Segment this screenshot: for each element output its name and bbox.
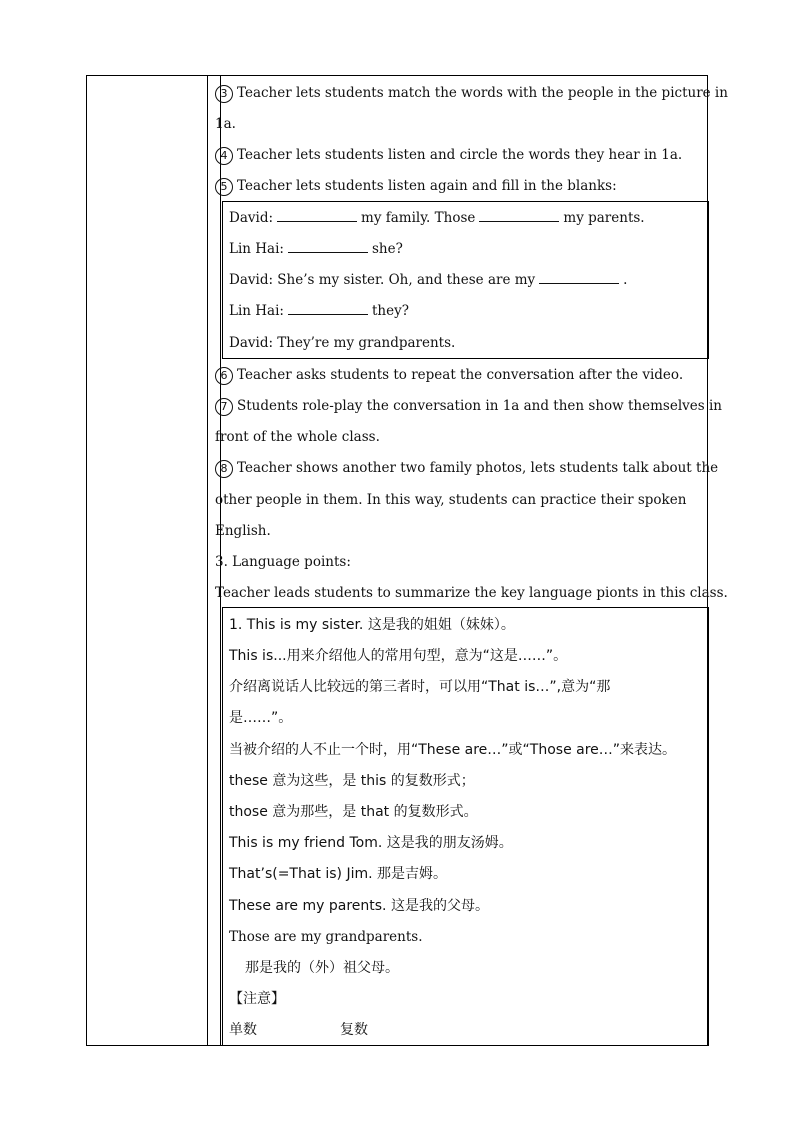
- plural-label: 复数: [340, 1022, 368, 1038]
- fill-blank: [277, 209, 357, 222]
- fill-blank: [288, 302, 368, 315]
- step-5: [215, 177, 617, 196]
- dialogue-line-3: [229, 271, 627, 289]
- example-line: These are my parents. 这是我的父母。: [229, 898, 489, 914]
- circled-number-3: 3: [215, 85, 233, 103]
- dialogue-text: they?: [371, 303, 409, 319]
- step-8-continued: other people in them. In this way, students can practice their spoken: [215, 492, 687, 508]
- example-line: Those are my grandparents.: [229, 929, 423, 945]
- note-line: 1. This is my sister. 这是我的姐姐（妹妹）。: [229, 617, 515, 633]
- step-3-text: Teacher lets students match the words with the people in the picture in: [237, 85, 728, 101]
- dialogue-line-5: David: They’re my grandparents.: [229, 335, 456, 351]
- step-8-text: Teacher shows another two family photos, lets students talk about the: [237, 460, 719, 476]
- step-3: [215, 84, 728, 103]
- example-line: This is my friend Tom. 这是我的朋友汤姆。: [229, 835, 513, 851]
- note-line: 介绍离说话人比较远的第三者时，可以用“That is…”,意为“那: [229, 679, 611, 695]
- dialogue-line-4: [229, 302, 409, 320]
- step-8-continued: English.: [215, 523, 271, 539]
- circled-number-4: 4: [215, 147, 233, 165]
- section-intro: Teacher leads students to summarize the key language pionts in this class.: [215, 585, 728, 601]
- fill-blank: [288, 240, 368, 253]
- attention-label: 【注意】: [229, 991, 285, 1007]
- speaker-label: Lin Hai:: [229, 303, 284, 319]
- step-4-text: Teacher lets students listen and circle the words they hear in 1a.: [237, 147, 683, 163]
- note-line: 是……”。: [229, 710, 293, 726]
- language-notes-box: [222, 607, 709, 1046]
- section-heading: 3. Language points:: [215, 554, 351, 570]
- note-line: This is...用来介绍他人的常用句型，意为“这是……”。: [229, 648, 568, 664]
- step-5-text: Teacher lets students listen again and fill in the blanks:: [237, 178, 617, 194]
- step-7-text: Students role-play the conversation in 1a and then show themselves in: [237, 398, 722, 414]
- step-3-continued: 1a.: [215, 116, 236, 132]
- note-line: these 意为这些，是 this 的复数形式；: [229, 773, 475, 789]
- speaker-label: Lin Hai:: [229, 241, 284, 257]
- note-line: 当被介绍的人不止一个时，用“These are…”或“Those are…”来表达。: [229, 742, 677, 758]
- step-7: [215, 397, 722, 416]
- step-8: [215, 459, 718, 478]
- circled-number-5: 5: [215, 178, 233, 196]
- circled-number-7: 7: [215, 398, 233, 416]
- note-line: those 意为那些，是 that 的复数形式。: [229, 804, 478, 820]
- step-6-text: Teacher asks students to repeat the conversation after the video.: [237, 367, 684, 383]
- circled-number-6: 6: [215, 367, 233, 385]
- singular-label: 单数: [229, 1022, 257, 1038]
- step-6: [215, 366, 683, 385]
- dialogue-text: David: She’s my sister. Oh, and these are my: [229, 272, 536, 288]
- dialogue-text: my parents.: [563, 210, 645, 226]
- example-translation: 那是我的（外）祖父母。: [245, 960, 399, 976]
- fill-blank: [479, 209, 559, 222]
- fill-blank: [539, 271, 619, 284]
- dialogue-line-2: [229, 240, 403, 258]
- dialogue-text: she?: [371, 241, 403, 257]
- step-7-continued: front of the whole class.: [215, 429, 380, 445]
- column-divider-1: [207, 75, 208, 1046]
- circled-number-8: 8: [215, 460, 233, 478]
- step-4: [215, 146, 682, 165]
- example-line: That’s(=That is) Jim. 那是吉姆。: [229, 866, 448, 882]
- speaker-label: David:: [229, 210, 274, 226]
- dialogue-text: .: [623, 272, 628, 288]
- dialogue-line-1: [229, 209, 645, 227]
- dialogue-text: my family. Those: [361, 210, 476, 226]
